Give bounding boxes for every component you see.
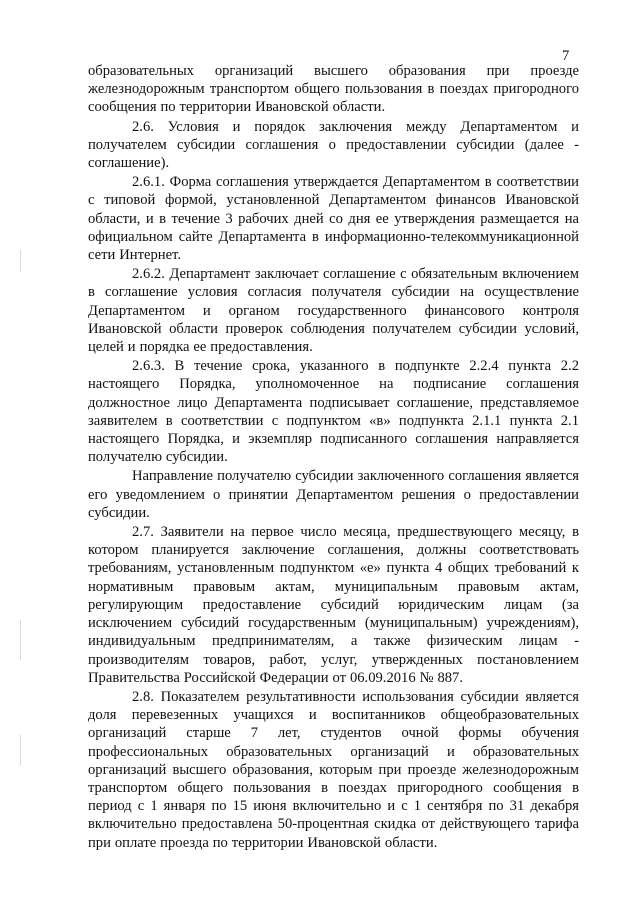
paragraph-notification: Направление получателю субсидии заключенного соглашения является его уведомлением о принятии Департаментом решения о предоставлении субсидии. — [88, 468, 579, 521]
paragraph-2-6: 2.6. Условия и порядок заключения между Департаментом и получателем субсидии соглашения о предоставлении субсидии (далее - соглашение). — [88, 118, 579, 172]
paragraph-2-8: 2.8. Показателем результативности использования субсидии является доля перевезенных учащихся и воспитанников общеобразовательных организаций старше 7 лет, студентов очной формы обучения профессиональных образовательных организаций и образовательных организаций высшего образования, которым при проезде железнодорожным транспортом общего пользования в поездах пригородного сообщения в период с 1 января по 15 июня включительно и с 1 сентября по 31 декабря включительно предоставлена 50-процентная скидка от действующего тарифа при оплате проезда по территории Ивановской области. — [88, 688, 579, 851]
scan-margin-mark — [20, 250, 21, 272]
document-body — [88, 62, 579, 852]
scan-margin-mark — [20, 735, 21, 765]
page-number: 7 — [562, 48, 570, 64]
paragraph-continuation: образовательных организаций высшего образования при проезде железнодорожным транспортом общего пользования в поездах пригородного сообщения по территории Ивановской области. — [88, 63, 579, 116]
paragraph-2-7: 2.7. Заявители на первое число месяца, предшествующего месяцу, в котором планируется заключение соглашения, должны соответствовать требованиям, установленным подпунктом «е» пункта 4 общих требований к нормативным правовым актам, муниципальным правовым актам, регулирующим предоставление субсидий юридическим лицам (за исключением субсидий государственным (муниципальным) учреждениям), индивидуальным предпринимателям, а также физическим лицам - производителям товаров, работ, услуг, утвержденных постановлением Правительства Российской Федерации от 06.09.2016 № 887. — [88, 524, 579, 686]
paragraph-2-6-3: 2.6.3. В течение срока, указанного в подпункте 2.2.4 пункта 2.2 настоящего Порядка, уполномоченное на подписание соглашения должностное лицо Департамента подписывает соглашение, представляемое заявителем в соответствии с подпунктом «в» подпункта 2.1.1 пункта 2.1 настоящего Порядка, и экземпляр подписанного соглашения направляется получателю субсидии. — [88, 358, 579, 466]
scan-margin-mark — [20, 620, 21, 660]
paragraph-2-6-1: 2.6.1. Форма соглашения утверждается Департаментом в соответствии с типовой формой, установленной Департаментом финансов Ивановской области, и в течение 3 рабочих дней со дня ее утверждения размещается на официальном сайте Департамента в информационно-телекоммуникационной сети Интернет. — [88, 174, 579, 264]
paragraph-2-6-2: 2.6.2. Департамент заключает соглашение с обязательным включением в соглашение условия согласия получателя субсидии на осуществление Департаментом и органом государственного финансового контроля Ивановской области проверок соблюдения получателем субсидии условий, целей и порядка ее предоставления. — [88, 266, 579, 356]
